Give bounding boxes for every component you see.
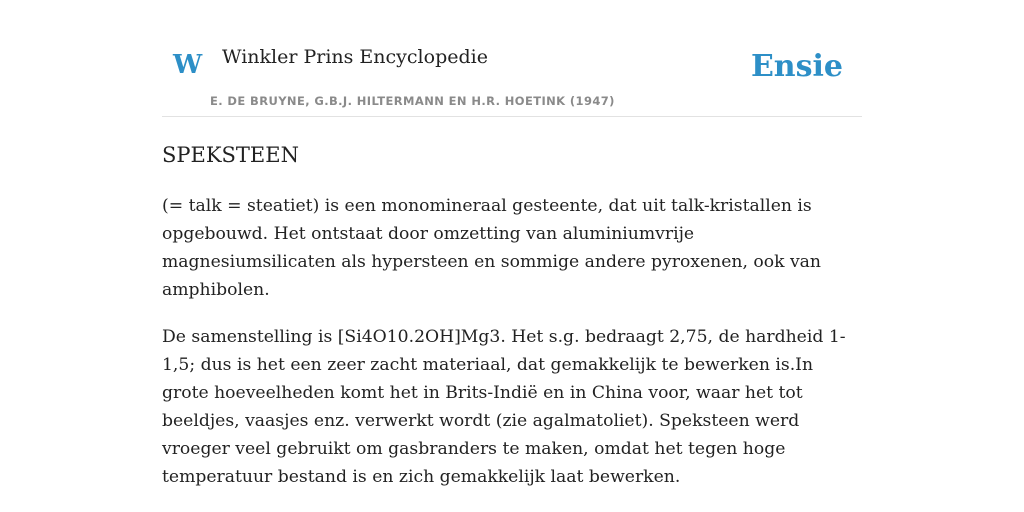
- entry-title: SPEKSTEEN: [162, 143, 299, 167]
- brand-logo[interactable]: Ensie: [750, 49, 843, 84]
- source-authors: E. DE BRUYNE, G.B.J. HILTERMANN EN H.R. HOETINK (1947): [210, 94, 615, 108]
- entry-content: [162, 140, 862, 510]
- entry-paragraph-2: De samenstelling is [Si4O10.2OH]Mg3. Het s.g. bedraagt 2,75, de hardheid 1-1,5; dus is het een zeer zacht materiaal, dat gemakkelijk te bewerken is.In grote hoeveelheden komt het in Brits-Indië en in China voor, waar het tot beeldjes, vaasjes enz. verwerkt wordt (zie agalmatoliet). Speksteen werd vroeger veel gebruikt om gasbranders te maken, omdat het tegen hoge temperatuur bestand is en zich gemakkelijk laat bewerken.: [162, 327, 846, 487]
- source-logo[interactable]: W: [173, 50, 203, 80]
- entry-paragraph-1: (= talk = steatiet) is een monomineraal gesteente, dat uit talk-kristallen is opgebouwd. Het ontstaat door omzetting van aluminiumvrije magnesiumsilicaten als hypersteen en sommige andere pyroxenen, ook van amphibolen.: [162, 196, 821, 300]
- source-header: [162, 0, 862, 117]
- source-title[interactable]: Winkler Prins Encyclopedie: [222, 46, 488, 68]
